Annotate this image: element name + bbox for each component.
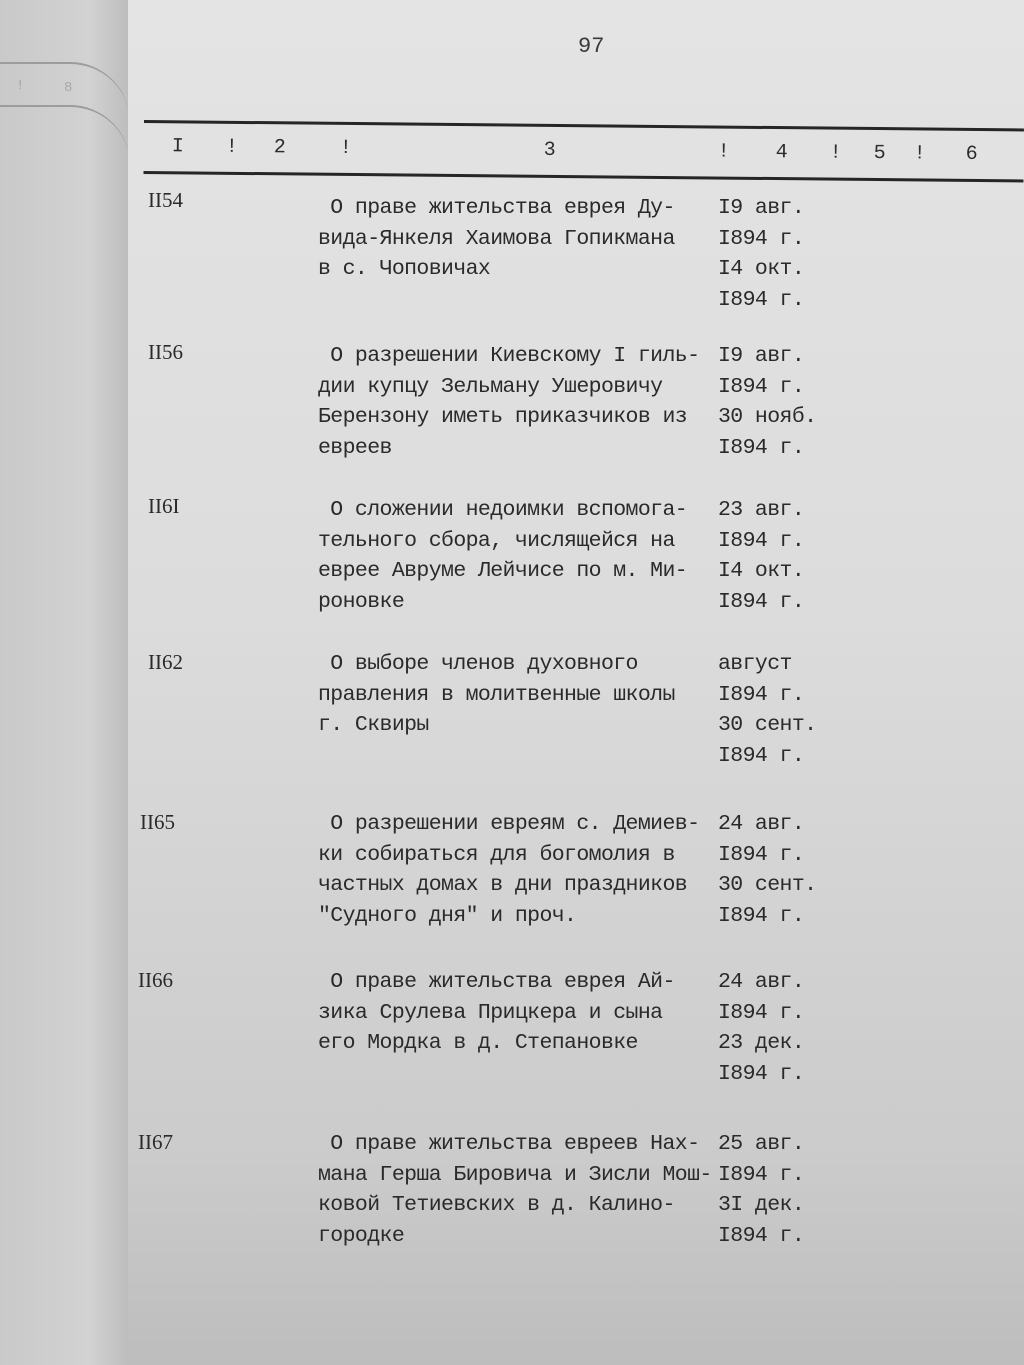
column-header-2: 2 [273, 136, 286, 160]
record-date: I894 г. [718, 589, 805, 614]
record-description-line: его Мордка в д. Степановке [318, 1031, 638, 1055]
record-date: I894 г. [718, 374, 805, 399]
record-date: 25 авг. [718, 1132, 805, 1156]
record-description-line: вида-Янкеля Хаимова Гопикмана [318, 226, 675, 251]
record-date: I894 г. [718, 842, 805, 867]
record-description-line: еврее Авруме Лейчисе по м. Ми- [318, 559, 688, 583]
record-description-line: ковой Тетиевских в д. Калино- [318, 1193, 675, 1217]
record-description-line: Берензону иметь приказчиков из [318, 405, 688, 429]
record-description-line: городке [318, 1223, 405, 1248]
column-separator: ! [339, 136, 352, 160]
record-date: I4 окт. [718, 559, 805, 583]
column-header-1: I [171, 135, 184, 159]
column-header-3: 3 [543, 138, 556, 162]
record-date: I9 авг. [718, 196, 805, 220]
record-number: II65 [140, 810, 175, 834]
column-separator: ! [913, 142, 926, 166]
column-header-5: 5 [873, 142, 886, 166]
record-description-line: роновке [318, 589, 405, 614]
record-date: I894 г. [718, 287, 805, 312]
previous-page-edge [0, 0, 129, 1365]
record-date: 24 авг. [718, 812, 805, 836]
record-description-line: О выборе членов духовного [318, 652, 638, 676]
record-date: август [718, 652, 792, 676]
record-description-line: "Судного дня" и проч. [318, 903, 577, 928]
record-number: II66 [138, 968, 173, 992]
record-date: 30 нояб. [718, 405, 817, 429]
record-description-line: О праве жительства еврея Ду- [318, 196, 675, 220]
record-date: I894 г. [718, 743, 805, 768]
record-date: I894 г. [718, 528, 805, 553]
record-description-line: евреев [318, 435, 392, 460]
record-description-line: в с. Чоповичах [318, 257, 491, 281]
record-number: II56 [148, 340, 183, 364]
previous-page-ghost-mark: 8 [64, 80, 73, 96]
record-number: II6I [148, 494, 180, 518]
record-number: II67 [138, 1130, 173, 1154]
record-date: 23 дек. [718, 1031, 805, 1055]
record-date: I894 г. [718, 1000, 805, 1025]
page-number: 97 [578, 34, 605, 59]
record-date: 30 сент. [718, 713, 817, 737]
record-description-line: правления в молитвенные школы [318, 682, 675, 707]
document-page [128, 0, 1024, 1365]
record-date: I894 г. [718, 226, 805, 251]
record-description-line: ки собираться для богомолия в [318, 842, 675, 867]
record-date: I894 г. [718, 435, 805, 460]
record-date: I894 г. [718, 1223, 805, 1248]
record-description-line: тельного сбора, числящейся на [318, 528, 675, 553]
table-header [143, 120, 1023, 182]
column-header-6: 6 [965, 142, 978, 167]
record-description-line: зика Срулева Прицкера и сына [318, 1000, 663, 1025]
record-description-line: г. Сквиры [318, 713, 429, 737]
record-date: 24 авг. [718, 970, 805, 994]
column-separator: ! [225, 135, 238, 159]
record-description-line: О праве жительства еврея Ай- [318, 970, 675, 994]
record-description-line: мана Герша Бировича и Зисли Мош- [318, 1162, 712, 1187]
record-description-line: О праве жительства евреев Нах- [318, 1132, 700, 1156]
record-description-line: О сложении недоимки вспомога- [318, 498, 688, 522]
record-date: I894 г. [718, 903, 805, 928]
record-date: 23 авг. [718, 498, 805, 522]
record-date: I9 авг. [718, 344, 805, 368]
record-number: II54 [148, 188, 183, 212]
column-separator: ! [717, 140, 730, 164]
record-description-line: О разрешении евреям с. Демиев- [318, 812, 700, 836]
record-date: 3I дек. [718, 1193, 805, 1217]
record-date: I894 г. [718, 682, 805, 707]
record-number: II62 [148, 650, 183, 674]
column-separator: ! [829, 141, 842, 165]
record-date: I4 окт. [718, 257, 805, 281]
record-description-line: О разрешении Киевскому I гиль- [318, 344, 700, 368]
record-description-line: дии купцу Зельману Ушеровичу [318, 374, 663, 399]
column-header-4: 4 [775, 141, 788, 165]
record-date: I894 г. [718, 1061, 805, 1086]
record-date: I894 г. [718, 1162, 805, 1187]
previous-page-ghost-mark: ! [16, 78, 25, 94]
record-description-line: частных домах в дни праздников [318, 873, 688, 897]
record-date: 30 сент. [718, 873, 817, 897]
